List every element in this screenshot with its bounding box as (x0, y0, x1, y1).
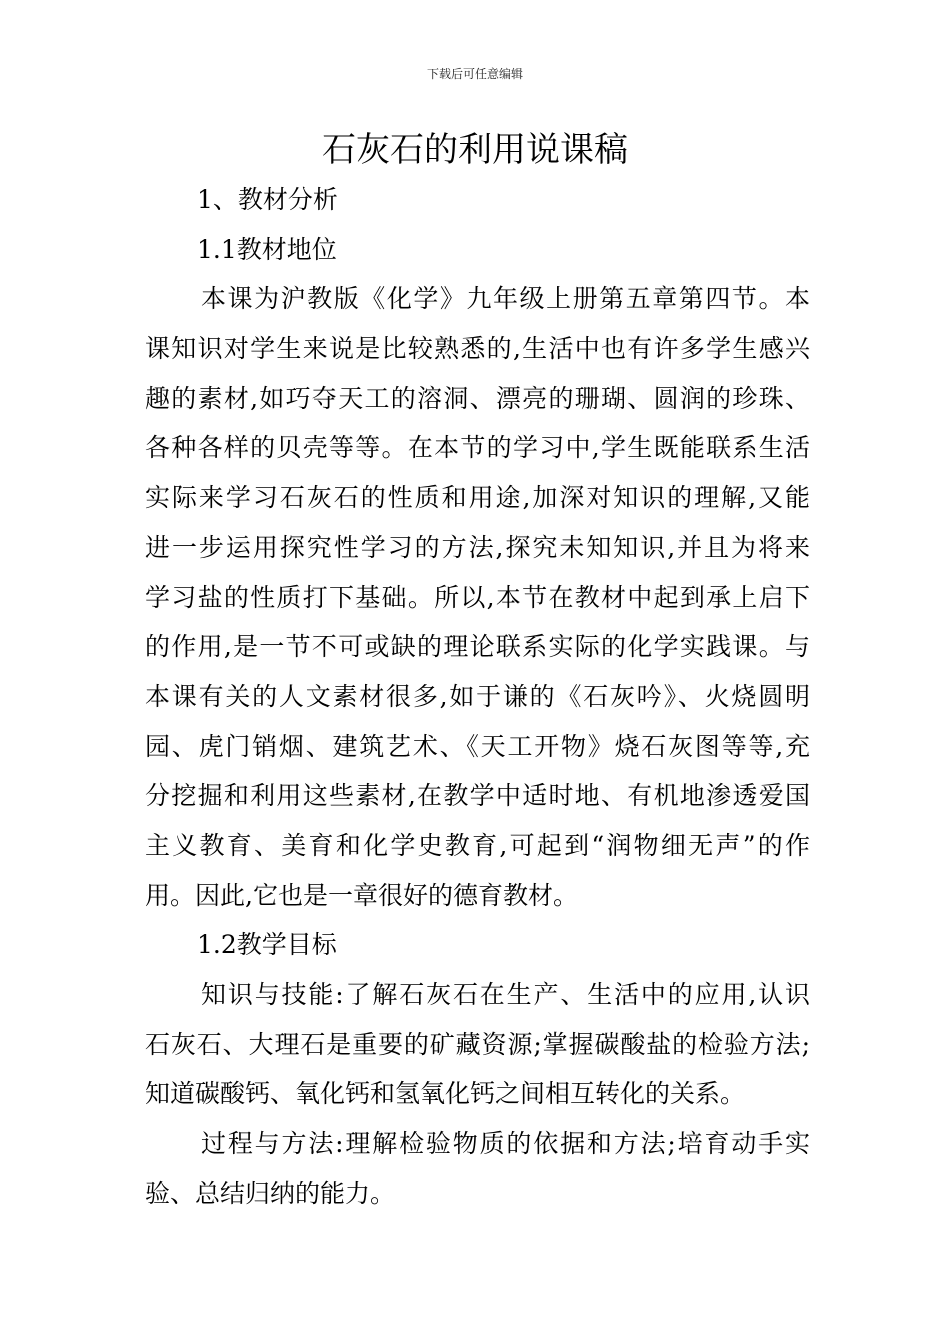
paragraph-line: 知道碳酸钙、氧化钙和氢氧化钙之间相互转化的关系。 (145, 1079, 746, 1109)
paragraph-line: 课知识对学生来说是比较熟悉的,生活中也有许多学生感兴 (145, 334, 810, 364)
paragraph-line: 分挖掘和利用这些素材,在教学中适时地、有机地渗透爱国 (145, 781, 810, 811)
paragraph-line: 实际来学习石灰石的性质和用途,加深对知识的理解,又能 (145, 483, 810, 513)
document-title: 石灰石的利用说课稿 (322, 130, 628, 170)
paragraph-line: 本课有关的人文素材很多,如于谦的《石灰吟》、火烧圆明 (145, 681, 810, 711)
paragraph-line: 本课为沪教版《化学》九年级上册第五章第四节。本 (201, 284, 810, 314)
paragraph-line: 石灰石、大理石是重要的矿藏资源;掌握碳酸盐的检验方法; (145, 1029, 810, 1059)
paragraph-line: 知识与技能:了解石灰石在生产、生活中的应用,认识 (201, 980, 810, 1009)
subsection-heading-teaching-goals: 1.2教学目标 (197, 930, 337, 960)
paragraph-line: 进一步运用探究性学习的方法,探究未知知识,并且为将来 (145, 532, 810, 562)
header-note: 下载后可任意编辑 (426, 67, 523, 81)
section-heading-textbook-analysis: 1、教材分析 (197, 185, 338, 214)
paragraph-line: 各种各样的贝壳等等。在本节的学习中,学生既能联系生活 (145, 433, 810, 463)
subsection-heading-textbook-position: 1.1教材地位 (197, 234, 337, 264)
paragraph-line: 学习盐的性质打下基础。所以,本节在教材中起到承上启下 (145, 582, 810, 612)
paragraph-line: 过程与方法:理解检验物质的依据和方法;培育动手实 (201, 1129, 810, 1159)
paragraph-line: 主义教育、美育和化学史教育,可起到“润物细无声”的作 (145, 830, 810, 860)
paragraph-line: 用。因此,它也是一章很好的德育教材。 (145, 880, 578, 910)
paragraph-line: 趣的素材,如巧夺天工的溶洞、漂亮的珊瑚、圆润的珍珠、 (145, 383, 810, 413)
paragraph-line: 的作用,是一节不可或缺的理论联系实际的化学实践课。与 (145, 632, 810, 662)
paragraph-line: 验、总结归纳的能力。 (145, 1178, 396, 1208)
document-body (145, 175, 810, 1218)
paragraph-line: 园、虎门销烟、建筑艺术、《天工开物》烧石灰图等等,充 (145, 731, 810, 761)
